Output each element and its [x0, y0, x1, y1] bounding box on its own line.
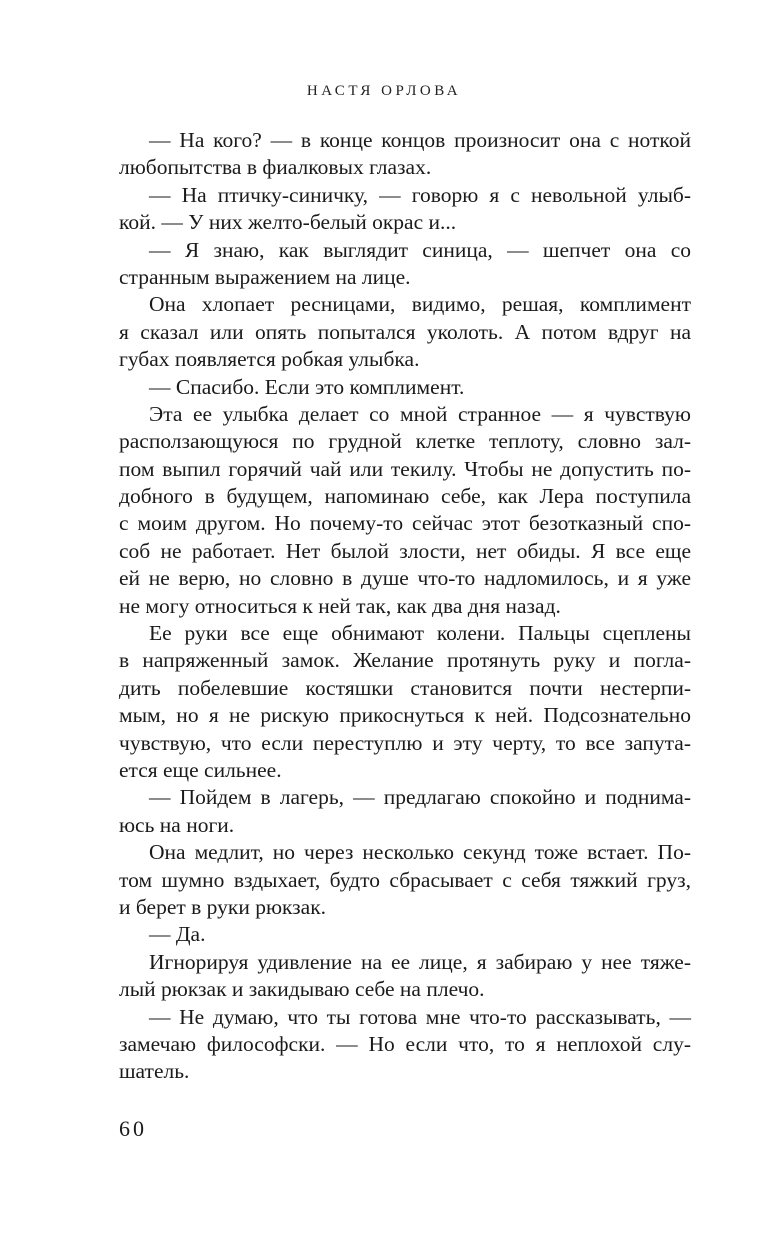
paragraph: [119, 921, 691, 948]
text-line: — На птичку-синичку, — говорю я с невольной улыб-: [149, 182, 691, 207]
text-line: с моим другом. Но почему-то сейчас этот безотказный спо-: [119, 511, 691, 536]
text-line: и берет в руки рюкзак.: [119, 894, 327, 919]
running-title: НАСТЯ ОРЛОВА: [306, 83, 462, 99]
paragraph: [119, 237, 691, 292]
paragraph: [119, 839, 691, 921]
text-line: странным выражением на лице.: [119, 264, 411, 289]
page-number: 60: [119, 1116, 147, 1141]
text-line: ется еще сильнее.: [119, 757, 282, 782]
text-line: Эта ее улыбка делает со мной странное — я чувствую: [149, 401, 691, 426]
text-line: любопытства в фиалковых глазах.: [119, 155, 432, 180]
paragraph: [119, 374, 691, 401]
paragraph: [119, 949, 691, 1004]
text-line: я сказал или опять попытался уколоть. А потом вдруг на: [119, 319, 691, 344]
text-line: губах появляется робкая улыбка.: [119, 347, 420, 372]
text-line: юсь на ноги.: [119, 812, 235, 837]
paragraph: [119, 620, 691, 784]
body-text: [119, 127, 691, 1086]
text-line: Она медлит, но через несколько секунд тоже встает. По-: [149, 840, 691, 865]
paragraph: [119, 1004, 691, 1086]
text-line: — Пойдем в лагерь, — предлагаю спокойно и поднима-: [149, 785, 691, 810]
paragraph: [119, 784, 691, 839]
text-line: Ее руки все еще обнимают колени. Пальцы сцеплены: [149, 621, 691, 646]
text-line: соб не работает. Нет былой злости, нет обиды. Я все еще: [119, 538, 691, 563]
paragraph: [119, 291, 691, 373]
text-line: шатель.: [119, 1059, 190, 1084]
text-line: добного в будущем, напоминаю себе, как Лера поступила: [119, 484, 691, 509]
text-line: — На кого? — в конце концов произносит она с ноткой: [149, 128, 691, 152]
text-line: пом выпил горячий чай или текилу. Чтобы не допустить по-: [119, 456, 691, 481]
text-line: том шумно вздыхает, будто сбрасывает с себя тяжкий груз,: [119, 867, 691, 892]
text-line: мым, но я не рискую прикоснуться к ней. Подсознательно: [119, 703, 691, 728]
text-line: замечаю философски. — Но если что, то я неплохой слу-: [119, 1031, 691, 1056]
text-line: чувствую, что если переступлю и эту черту, то все запута-: [119, 730, 691, 755]
text-line: Она хлопает ресницами, видимо, решая, комплимент: [149, 292, 691, 317]
paragraph: [119, 182, 691, 237]
text-line: — Спасибо. Если это комплимент.: [149, 374, 465, 399]
text-line: — Не думаю, что ты готова мне что-то рассказывать, —: [149, 1004, 691, 1029]
paragraph: [119, 401, 691, 620]
text-line: лый рюкзак и закидываю себе на плечо.: [119, 977, 485, 1002]
text-line: дить побелевшие костяшки становится почти нестерпи-: [119, 675, 691, 700]
text-line: ей не верю, но словно в душе что-то надломилось, и я уже: [119, 566, 691, 591]
text-line: кой. — У них желто-белый окрас и...: [119, 210, 457, 235]
paragraph: [119, 127, 691, 182]
text-line: Игнорируя удивление на ее лице, я забираю у нее тяже-: [149, 949, 691, 974]
text-line: расползающуюся по грудной клетке теплоту, словно зал-: [119, 429, 691, 454]
text-line: в напряженный замок. Желание протянуть руку и погла-: [119, 648, 691, 673]
text-line: — Да.: [149, 922, 206, 947]
text-line: — Я знаю, как выглядит синица, — шепчет она со: [149, 237, 691, 262]
text-line: не могу относиться к ней так, как два дня назад.: [119, 593, 561, 618]
